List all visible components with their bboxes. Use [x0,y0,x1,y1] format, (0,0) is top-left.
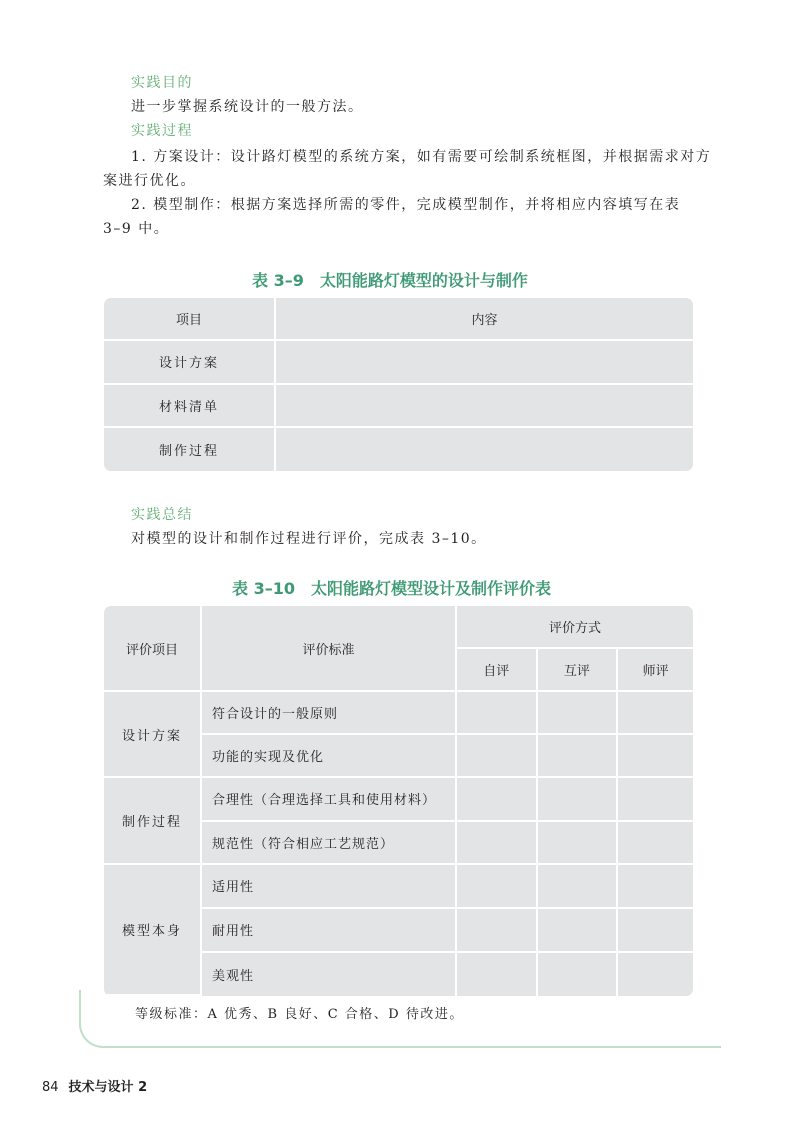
method-self: 自评 [457,649,538,692]
table1-caption [252,268,528,291]
score-cell[interactable] [457,735,538,778]
table1-input-cell[interactable] [276,341,693,384]
method-teacher: 师评 [618,649,693,692]
table1-title: 太阳能路灯模型的设计与制作 [319,271,528,290]
step2-line1: 2. 模型制作：根据方案选择所需的零件，完成模型制作，并将相应内容填写在表 [131,197,681,213]
eval-item-process: 制作过程 [104,778,202,864]
score-cell[interactable] [538,778,619,821]
table1-input-cell[interactable] [276,385,693,428]
table1-row-label: 制作过程 [104,428,276,471]
score-cell[interactable] [618,865,693,909]
score-cell[interactable] [618,778,693,821]
table2-header-item: 评价项目 [104,606,202,692]
eval-item-model: 模型本身 [104,865,202,996]
score-cell[interactable] [538,735,619,778]
table1-row-label: 设计方案 [104,341,276,384]
design-table [104,298,693,471]
eval-item-design: 设计方案 [104,692,202,778]
purpose-heading: 实践目的 [131,75,193,91]
footer-decoration [79,990,721,1048]
score-cell[interactable] [457,865,538,909]
method-peer: 互评 [538,649,619,692]
table2-header-method: 评价方式 [457,606,693,649]
score-cell[interactable] [457,692,538,735]
eval-criterion: 合理性（合理选择工具和使用材料） [202,778,457,821]
table1-number: 表 3–9 [252,271,304,290]
table1-input-cell[interactable] [276,428,693,471]
score-cell[interactable] [618,692,693,735]
book-title: 技术与设计 2 [68,1080,148,1095]
eval-criterion: 适用性 [202,865,457,909]
table1-header-content: 内容 [276,298,693,341]
eval-criterion: 功能的实现及优化 [202,735,457,778]
page-footer [42,1076,147,1095]
page-number: 84 [42,1080,59,1095]
table2-number: 表 3–10 [232,579,295,598]
score-cell[interactable] [457,822,538,865]
score-cell[interactable] [457,778,538,821]
summary-heading: 实践总结 [131,507,193,523]
process-heading: 实践过程 [131,123,193,139]
eval-criterion: 规范性（符合相应工艺规范） [202,822,457,865]
eval-criterion: 美观性 [202,953,457,996]
table2-title: 太阳能路灯模型设计及制作评价表 [310,579,551,598]
table1-row-label: 材料清单 [104,385,276,428]
score-cell[interactable] [618,909,693,953]
table2-caption [232,576,551,599]
grading-note: 等级标准：A 优秀、B 良好、C 合格、D 待改进。 [135,1007,464,1022]
summary-text: 对模型的设计和制作过程进行评价，完成表 3–10。 [131,531,487,547]
evaluation-table [104,606,693,996]
score-cell[interactable] [538,909,619,953]
score-cell[interactable] [457,909,538,953]
table1-header-item: 项目 [104,298,276,341]
score-cell[interactable] [618,822,693,865]
purpose-text: 进一步掌握系统设计的一般方法。 [131,99,364,115]
step1-line1: 1. 方案设计：设计路灯模型的系统方案，如有需要可绘制系统框图，并根据需求对方 [131,149,712,165]
eval-criterion: 符合设计的一般原则 [202,692,457,735]
eval-criterion: 耐用性 [202,909,457,953]
score-cell[interactable] [538,692,619,735]
step1-line2: 案进行优化。 [103,173,196,189]
score-cell[interactable] [538,865,619,909]
step2-line2: 3–9 中。 [103,221,170,237]
score-cell[interactable] [538,822,619,865]
table2-header-standard: 评价标准 [202,606,457,692]
score-cell[interactable] [618,735,693,778]
